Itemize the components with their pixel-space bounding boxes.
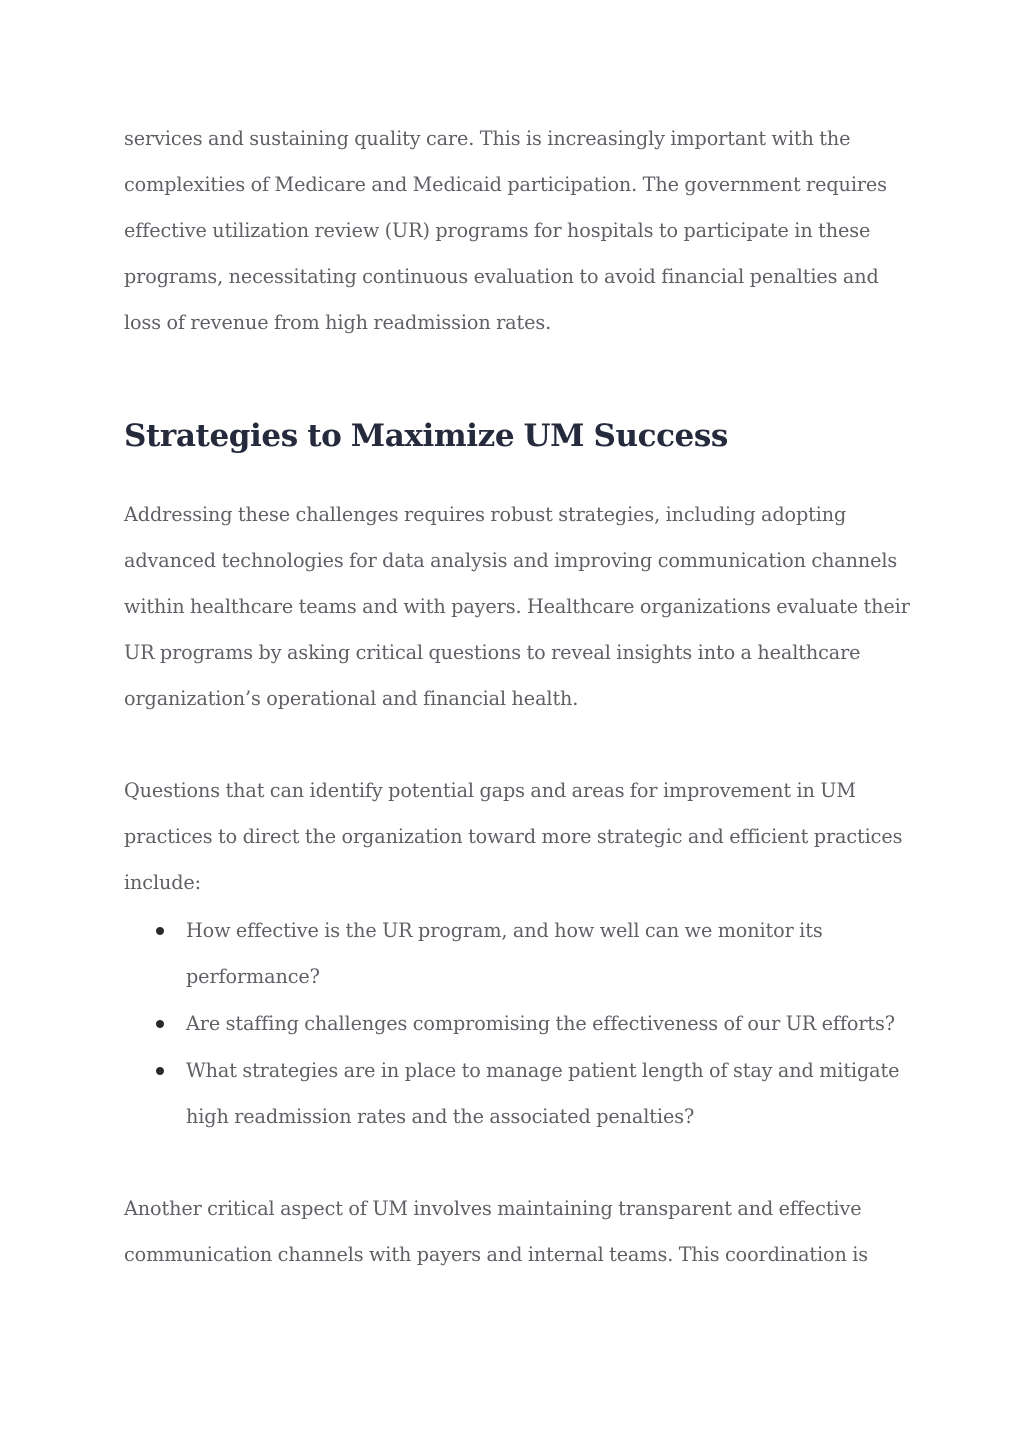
list-item-text: How effective is the UR program, and how well can we monitor its performance? xyxy=(186,919,823,988)
document-page xyxy=(124,116,914,1278)
list-item xyxy=(124,1048,914,1140)
strategies-paragraph: Addressing these challenges requires robust strategies, including adopting advanced technologies for data analysis and improving communication channels within healthcare teams and with payers. Healthcare organizations evaluate their UR programs by asking critical questions to reveal insights into a healthcare organization’s operational and financial health. xyxy=(124,503,910,710)
closing-paragraph: Another critical aspect of UM involves maintaining transparent and effective communication channels with payers and internal teams. This coordination is xyxy=(124,1197,869,1266)
list-item xyxy=(124,1001,914,1047)
bullet-icon xyxy=(156,927,164,935)
section-heading: Strategies to Maximize UM Success xyxy=(124,418,728,454)
intro-paragraph: services and sustaining quality care. This is increasingly important with the complexities of Medicare and Medicaid participation. The government requires effective utilization review (UR) programs for hospitals to participate in these programs, necessitating continuous evaluation to avoid financial penalties and loss of revenue from high readmission rates. xyxy=(124,127,887,334)
list-item-text: Are staffing challenges compromising the effectiveness of our UR efforts? xyxy=(186,1012,895,1035)
list-item xyxy=(124,908,914,1000)
questions-list xyxy=(124,908,914,1140)
bullet-icon xyxy=(156,1020,164,1028)
bullet-icon xyxy=(156,1067,164,1075)
questions-intro-paragraph: Questions that can identify potential gaps and areas for improvement in UM practices to direct the organization toward more strategic and efficient practices include: xyxy=(124,779,903,894)
list-item-text: What strategies are in place to manage patient length of stay and mitigate high readmission rates and the associated penalties? xyxy=(186,1059,900,1128)
